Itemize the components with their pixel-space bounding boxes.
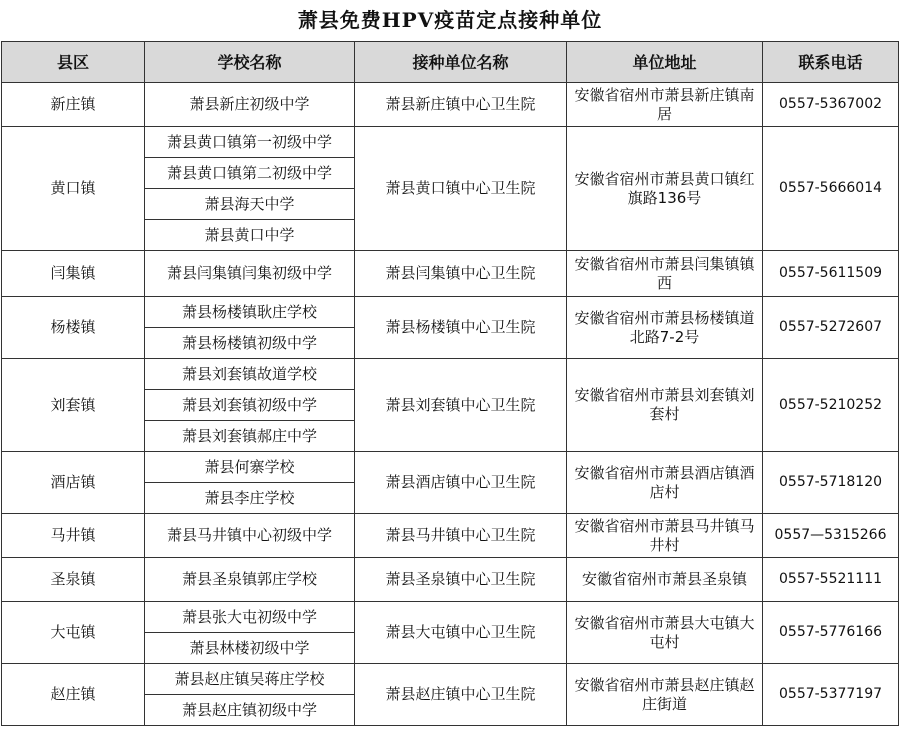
district-cell: 黄口镇 [2,127,145,251]
district-cell: 圣泉镇 [2,558,145,602]
school-cell: 萧县刘套镇郝庄中学 [145,421,355,452]
table-row [2,452,899,483]
unit-cell: 萧县圣泉镇中心卫生院 [355,558,567,602]
address-cell: 安徽省宿州市萧县马井镇马井村 [567,514,763,558]
phone-cell: 0557-5210252 [763,359,899,452]
unit-cell: 萧县杨楼镇中心卫生院 [355,297,567,359]
school-cell: 萧县黄口中学 [145,220,355,251]
district-cell: 大屯镇 [2,602,145,664]
address-cell: 安徽省宿州市萧县闫集镇镇西 [567,251,763,297]
phone-cell: 0557-5377197 [763,664,899,726]
district-cell: 闫集镇 [2,251,145,297]
unit-cell: 萧县赵庄镇中心卫生院 [355,664,567,726]
school-cell: 萧县杨楼镇耿庄学校 [145,297,355,328]
school-cell: 萧县海天中学 [145,189,355,220]
school-cell: 萧县马井镇中心初级中学 [145,514,355,558]
school-cell: 萧县圣泉镇郭庄学校 [145,558,355,602]
school-cell: 萧县刘套镇初级中学 [145,390,355,421]
table-row [2,297,899,328]
address-cell: 安徽省宿州市萧县刘套镇刘套村 [567,359,763,452]
table-row [2,83,899,127]
header-phone: 联系电话 [763,42,899,83]
unit-cell: 萧县马井镇中心卫生院 [355,514,567,558]
vaccination-sites-table [1,0,899,726]
school-cell: 萧县刘套镇故道学校 [145,359,355,390]
district-cell: 杨楼镇 [2,297,145,359]
phone-cell: 0557-5367002 [763,83,899,127]
phone-cell: 0557-5718120 [763,452,899,514]
address-cell: 安徽省宿州市萧县大屯镇大屯村 [567,602,763,664]
district-cell: 赵庄镇 [2,664,145,726]
address-cell: 安徽省宿州市萧县酒店镇酒店村 [567,452,763,514]
school-cell: 萧县李庄学校 [145,483,355,514]
header-address: 单位地址 [567,42,763,83]
address-cell: 安徽省宿州市萧县圣泉镇 [567,558,763,602]
phone-cell: 0557-5611509 [763,251,899,297]
address-cell: 安徽省宿州市萧县赵庄镇赵庄街道 [567,664,763,726]
vaccination-sites-sheet [1,0,898,726]
district-cell: 新庄镇 [2,83,145,127]
table-row [2,664,899,695]
header-school: 学校名称 [145,42,355,83]
phone-cell: 0557-5272607 [763,297,899,359]
table-row [2,558,899,602]
district-cell: 酒店镇 [2,452,145,514]
header-district: 县区 [2,42,145,83]
unit-cell: 萧县黄口镇中心卫生院 [355,127,567,251]
school-cell: 萧县新庄初级中学 [145,83,355,127]
school-cell: 萧县杨楼镇初级中学 [145,328,355,359]
table-title: 萧县免费HPV疫苗定点接种单位 [2,0,899,42]
school-cell: 萧县黄口镇第一初级中学 [145,127,355,158]
table-row [2,602,899,633]
unit-cell: 萧县酒店镇中心卫生院 [355,452,567,514]
district-cell: 刘套镇 [2,359,145,452]
title-row [2,0,899,42]
phone-cell: 0557-5666014 [763,127,899,251]
school-cell: 萧县何寨学校 [145,452,355,483]
address-cell: 安徽省宿州市萧县黄口镇红旗路136号 [567,127,763,251]
unit-cell: 萧县刘套镇中心卫生院 [355,359,567,452]
table-row [2,251,899,297]
school-cell: 萧县林楼初级中学 [145,633,355,664]
district-cell: 马井镇 [2,514,145,558]
table-row [2,514,899,558]
header-row [2,42,899,83]
school-cell: 萧县闫集镇闫集初级中学 [145,251,355,297]
unit-cell: 萧县闫集镇中心卫生院 [355,251,567,297]
school-cell: 萧县赵庄镇吴蒋庄学校 [145,664,355,695]
school-cell: 萧县黄口镇第二初级中学 [145,158,355,189]
table-row [2,127,899,158]
unit-cell: 萧县大屯镇中心卫生院 [355,602,567,664]
unit-cell: 萧县新庄镇中心卫生院 [355,83,567,127]
table-row [2,359,899,390]
school-cell: 萧县张大屯初级中学 [145,602,355,633]
school-cell: 萧县赵庄镇初级中学 [145,695,355,726]
phone-cell: 0557—5315266 [763,514,899,558]
phone-cell: 0557-5521111 [763,558,899,602]
phone-cell: 0557-5776166 [763,602,899,664]
address-cell: 安徽省宿州市萧县新庄镇南居 [567,83,763,127]
address-cell: 安徽省宿州市萧县杨楼镇道北路7-2号 [567,297,763,359]
header-unit: 接种单位名称 [355,42,567,83]
